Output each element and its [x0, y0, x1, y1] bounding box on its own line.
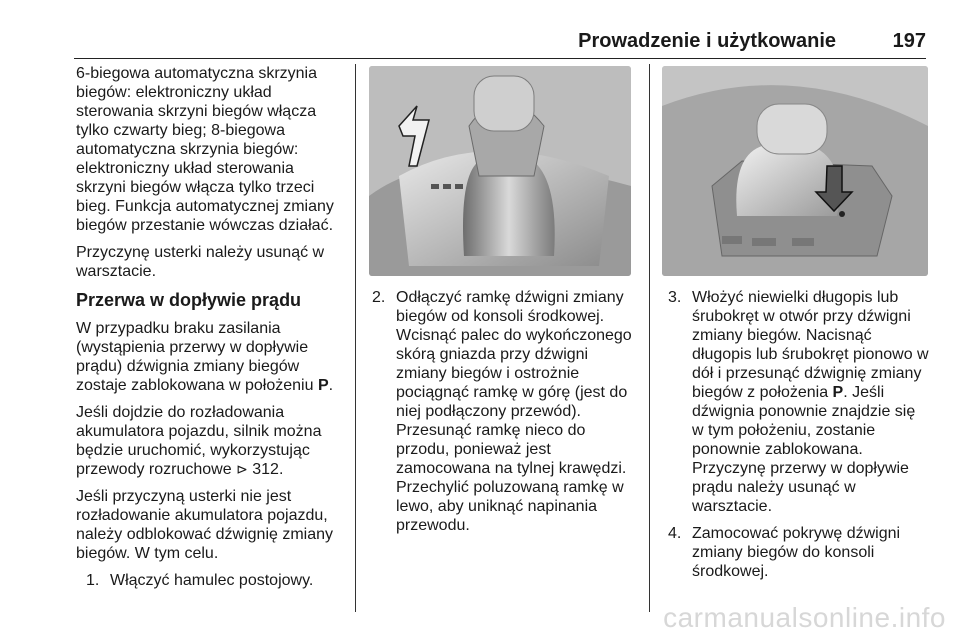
watermark: carmanualsonline.info — [663, 602, 946, 633]
column-2 — [372, 288, 634, 543]
gear-lever-photo — [369, 66, 631, 276]
paragraph-failure-gears: 6-biegowa automatyczna skrzynia biegów: elektroniczny układ sterowania skrzyni biegów włącza tylko czwarty bieg; 8-biegowa automatyczna skrzynia biegów: elektroniczny układ sterowania skrzyni biegów włącza tylko trzeci bieg. Funkcja automatycznej zmiany biegów przestanie wówczas działać. — [76, 65, 334, 234]
list-item-step-4: 4. Zamocować pokrywę dźwigni zmiany biegów do konsoli środkowej. — [668, 525, 901, 580]
page-number: 197 — [892, 30, 926, 52]
paragraph-jump-start: Jeśli dojdzie do rozładowania akumulatora pojazdu, silnik można będzie uruchomić, wykorzystując przewody rozruchowe ⊳ 312. — [76, 404, 322, 478]
paragraph-unlock: Jeśli przyczyną usterki nie jest rozładowanie akumulatora pojazdu, należy odblokować dźwignię zmiany biegów. W tym celu. — [76, 488, 334, 562]
header-title: Prowadzenie i użytkowanie — [578, 30, 836, 52]
page-reference-icon: ⊳ — [236, 461, 248, 477]
column-1 — [76, 64, 344, 598]
paragraph-power-outage: W przypadku braku zasilania (wystąpienia przerwy w dopływie prądu) dźwignia zmiany biegów zostaje zablokowana w położeniu P. — [76, 320, 334, 394]
gear-position-p: P — [832, 384, 844, 401]
release-hole-photo — [662, 66, 928, 276]
list-item-step-1: 1. Włączyć hamulec postojowy. — [86, 572, 314, 589]
column-divider-1 — [355, 64, 356, 612]
paragraph-workshop: Przyczynę usterki należy usunąć w warsztacie. — [76, 244, 325, 280]
gear-position-p: P — [317, 377, 329, 394]
list-item-step-2: 2. Odłączyć ramkę dźwigni zmiany biegów od konsoli środkowej. Wcisnąć palec do wykończonego skórą gniazda przy dźwigni zmiany biegów i ostrożnie pociągnąć ramkę w górę (jest do niej podłączony przewód). Przesunąć ramkę nieco do przodu, ponieważ jest zamocowana na tylnej krawędzi. Przechylić poluzowaną ramkę w lewo, aby uniknąć napinania przewodu. — [372, 289, 632, 534]
page-header — [74, 14, 926, 59]
section-heading-power-outage: Przerwa w dopływie prądu — [76, 290, 302, 310]
column-divider-2 — [649, 64, 650, 612]
column-3 — [668, 288, 930, 589]
list-item-step-3: 3. Włożyć niewielki długopis lub śrubokręt w otwór przy dźwigni zmiany biegów. Nacisnąć długopis lub śrubokręt pionowo w dół i przesunąć dźwignię zmiany biegów z położenia P. Jeśli dźwignia ponownie znajdzie się w tym położeniu, zostanie ponownie zablokowana. Przyczynę przerwy w dopływie prądu należy usunąć w warsztacie. — [668, 289, 929, 515]
